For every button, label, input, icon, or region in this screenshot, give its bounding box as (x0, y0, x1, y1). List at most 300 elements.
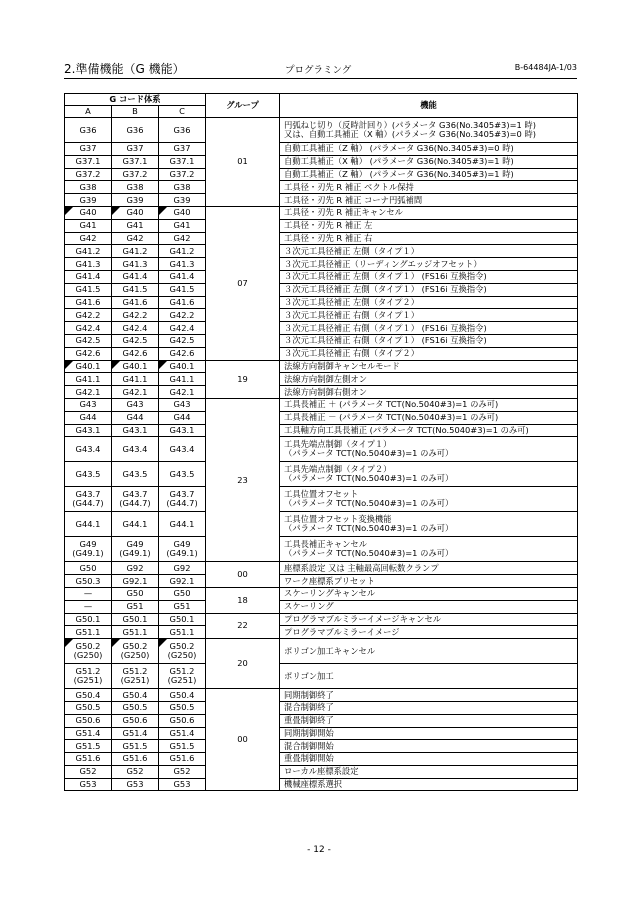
code-b-cell (112, 613, 159, 626)
code-system-header: G コード体系 (65, 94, 206, 106)
code-b-cell (112, 562, 159, 575)
function-cell-text: ３次元工具径補正 右側（タイプ１） (284, 309, 419, 320)
table-row (65, 360, 578, 373)
g-code-table (64, 93, 578, 791)
function-cell (280, 309, 578, 322)
group-cell (206, 689, 280, 791)
code-a-cell-text: G41.6 (75, 296, 101, 307)
code-a-cell-text: G49 (79, 539, 97, 550)
code-c-cell (159, 437, 206, 462)
code-c-cell (159, 664, 206, 689)
code-b-cell-text: G44 (126, 412, 144, 423)
code-a-cell (65, 537, 112, 562)
table-row (65, 537, 578, 562)
page-number: - 12 - (307, 845, 331, 855)
group-cell-text: 01 (237, 156, 248, 167)
code-a-cell-text: G52 (79, 766, 97, 777)
function-cell-text: （パラメータ TCT(No.5040#3)=1 のみ可） (284, 548, 454, 559)
function-cell (280, 664, 578, 689)
code-c-cell (159, 562, 206, 575)
code-c-cell-text: G42.2 (169, 309, 195, 320)
code-b-cell-text: G92 (126, 562, 144, 573)
code-c-cell-text: G51.5 (169, 740, 195, 751)
default-mark-icon (112, 361, 120, 369)
code-c-cell (159, 613, 206, 626)
code-a-cell (65, 778, 112, 791)
code-b-cell-text: G51.1 (122, 626, 148, 637)
code-a-cell-text: G39 (79, 194, 97, 205)
function-cell (280, 283, 578, 296)
code-c-cell (159, 386, 206, 399)
code-a-cell (65, 270, 112, 283)
code-a-cell (65, 181, 112, 194)
function-cell (280, 740, 578, 753)
code-a-cell (65, 740, 112, 753)
code-c-cell (159, 740, 206, 753)
table-row (65, 168, 578, 181)
group-cell-text: 19 (237, 373, 248, 384)
code-b-cell-text: G43 (126, 399, 144, 410)
function-cell-text: （パラメータ TCT(No.5040#3)=1 のみ可） (284, 473, 454, 484)
code-a-cell-text: G51.2 (75, 666, 101, 677)
code-c-cell (159, 765, 206, 778)
default-mark-icon (159, 639, 167, 647)
function-cell (280, 613, 578, 626)
code-a-cell-text: G41.5 (75, 284, 101, 295)
code-a-cell (65, 118, 112, 143)
code-c-cell (159, 411, 206, 424)
table-row (65, 714, 578, 727)
group-cell (206, 613, 280, 639)
page-header (64, 58, 577, 79)
table-row (65, 206, 578, 219)
code-b-cell-text: G37.1 (122, 156, 148, 167)
code-b-cell-text: G51.4 (122, 727, 148, 738)
code-b-cell-text: G50.5 (122, 702, 148, 713)
code-c-cell (159, 360, 206, 373)
code-a-cell (65, 347, 112, 360)
function-cell-text: 同期制御開始 (284, 727, 334, 738)
code-c-cell-text: (G49.1) (166, 548, 198, 559)
code-b-cell-text: G36 (126, 124, 144, 135)
code-b-cell (112, 181, 159, 194)
code-a-cell-text: G50 (79, 562, 97, 573)
function-cell-text: 工具長補正キャンセル (284, 539, 367, 550)
function-cell-text: 工具位置オフセット (284, 489, 359, 500)
code-a-cell (65, 613, 112, 626)
code-c-cell (159, 487, 206, 512)
code-a-cell (65, 206, 112, 219)
function-cell (280, 143, 578, 156)
table-row (65, 219, 578, 232)
code-b-cell (112, 283, 159, 296)
table-row (65, 689, 578, 702)
code-a-cell-text: G53 (79, 779, 97, 790)
code-b-cell (112, 194, 159, 207)
function-cell (280, 424, 578, 437)
code-c-cell (159, 245, 206, 258)
function-cell-text: 重畳制御終了 (284, 715, 334, 726)
table-row (65, 600, 578, 613)
code-a-cell (65, 386, 112, 399)
code-a-cell-text: G50.3 (75, 575, 101, 586)
function-cell-text: 同期制御終了 (284, 689, 334, 700)
code-b-cell (112, 219, 159, 232)
default-mark-icon (112, 639, 120, 647)
function-cell (280, 714, 578, 727)
code-a-cell (65, 143, 112, 156)
code-a-cell-text: G50.2 (75, 641, 101, 652)
code-b-cell (112, 689, 159, 702)
code-b-cell-text: G51.5 (122, 740, 148, 751)
code-a-cell (65, 437, 112, 462)
table-row (65, 512, 578, 537)
table-row (65, 626, 578, 639)
function-cell-text: 法線方向制御左側オン (284, 373, 367, 384)
code-c-cell-text: G40 (173, 207, 191, 218)
code-b-cell-text: G41.4 (122, 271, 148, 282)
table-row (65, 411, 578, 424)
code-b-cell-text: G42.4 (122, 322, 148, 333)
code-c-cell (159, 283, 206, 296)
function-cell (280, 373, 578, 386)
code-c-cell-text: G51.4 (169, 727, 195, 738)
column-b-header: B (112, 106, 159, 118)
code-a-cell (65, 424, 112, 437)
code-b-cell-text: G42.1 (122, 386, 148, 397)
code-c-cell-text: G50.5 (169, 702, 195, 713)
code-a-cell-text: G50.4 (75, 689, 101, 700)
code-a-cell-text: (G250) (73, 650, 103, 661)
code-a-cell (65, 727, 112, 740)
code-c-cell (159, 258, 206, 271)
function-cell-text: ３次元工具径補正 左側（タイプ１） (284, 245, 419, 256)
table-row (65, 258, 578, 271)
function-cell (280, 168, 578, 181)
code-a-cell-text: (G44.7) (72, 498, 104, 509)
code-b-cell-text: G38 (126, 181, 144, 192)
function-cell-text: スケーリングキャンセル (284, 588, 376, 599)
code-b-cell-text: G50.2 (122, 641, 148, 652)
code-a-cell (65, 309, 112, 322)
code-a-cell-text: G40.1 (75, 360, 101, 371)
code-b-cell (112, 309, 159, 322)
code-b-cell-text: G41 (126, 220, 144, 231)
code-c-cell (159, 398, 206, 411)
code-b-cell-text: (G250) (120, 650, 150, 661)
function-cell (280, 727, 578, 740)
code-c-cell-text: G42.4 (169, 322, 195, 333)
code-c-cell (159, 206, 206, 219)
table-row (65, 727, 578, 740)
table-row (65, 613, 578, 626)
table-row (65, 664, 578, 689)
code-c-cell (159, 118, 206, 143)
function-cell-text: 工具位置オフセット変換機能 (284, 514, 392, 525)
code-b-cell-text: G40.1 (122, 360, 148, 371)
function-cell (280, 206, 578, 219)
table-row (65, 639, 578, 664)
code-a-cell (65, 626, 112, 639)
function-cell (280, 462, 578, 487)
code-a-cell (65, 701, 112, 714)
group-cell-text: 00 (237, 569, 248, 580)
code-b-cell (112, 626, 159, 639)
code-b-cell-text: G50.1 (122, 613, 148, 624)
function-cell (280, 587, 578, 600)
function-cell (280, 360, 578, 373)
code-a-cell-text: G42 (79, 232, 97, 243)
code-c-cell (159, 143, 206, 156)
code-c-cell (159, 462, 206, 487)
section-title: 2.準備機能（G 機能） (64, 62, 185, 76)
code-c-cell (159, 575, 206, 588)
code-c-cell-text: G92.1 (169, 575, 195, 586)
code-a-cell-text: G51.6 (75, 753, 101, 764)
function-cell (280, 347, 578, 360)
code-c-cell (159, 334, 206, 347)
function-cell-text: ３次元工具径補正 左側（タイプ２） (284, 296, 419, 307)
function-cell (280, 626, 578, 639)
group-cell-text: 00 (237, 734, 248, 745)
code-b-cell-text: G40 (126, 207, 144, 218)
code-c-cell-text: G53 (173, 779, 191, 790)
code-a-cell-text: G38 (79, 181, 97, 192)
code-b-cell (112, 347, 159, 360)
code-a-cell-text: G41.1 (75, 373, 101, 384)
code-b-cell-text: G51.2 (122, 666, 148, 677)
function-cell-text: 工具径・刃先 R 補正 右 (284, 232, 373, 243)
function-cell-text: 重畳制御開始 (284, 753, 334, 764)
code-b-cell (112, 411, 159, 424)
code-c-cell-text: G50 (173, 588, 191, 599)
code-c-cell (159, 714, 206, 727)
column-c-header: C (159, 106, 206, 118)
code-a-cell (65, 512, 112, 537)
code-a-cell-text: G36 (79, 124, 97, 135)
code-b-cell-text: (G251) (120, 675, 150, 686)
table-row (65, 232, 578, 245)
code-c-cell-text: G43.4 (169, 443, 195, 454)
code-c-cell (159, 701, 206, 714)
function-cell (280, 398, 578, 411)
function-cell-text: 座標系設定 又は 主軸最高回転数クランプ (284, 562, 439, 573)
function-cell (280, 386, 578, 399)
code-c-cell (159, 232, 206, 245)
table-row (65, 587, 578, 600)
code-b-cell-text: G41.1 (122, 373, 148, 384)
code-a-cell (65, 168, 112, 181)
function-cell-text: 工具長補正 － (パラメータ TCT(No.5040#3)=1 のみ可) (284, 412, 499, 423)
code-a-cell (65, 575, 112, 588)
code-b-cell (112, 424, 159, 437)
function-cell-text: 工具径・刃先 R 補正 ベクトル保持 (284, 181, 414, 192)
code-c-cell (159, 322, 206, 335)
code-c-cell-text: G43.1 (169, 424, 195, 435)
code-a-cell-text: G50.1 (75, 613, 101, 624)
code-b-cell (112, 360, 159, 373)
function-cell-text: スケーリング (284, 601, 334, 612)
code-c-cell-text: (G44.7) (166, 498, 198, 509)
code-c-cell (159, 155, 206, 168)
table-row (65, 424, 578, 437)
table-row (65, 296, 578, 309)
code-a-cell-text: G41.3 (75, 258, 101, 269)
code-a-cell-text: G43.4 (75, 443, 101, 454)
table-row (65, 373, 578, 386)
function-cell (280, 258, 578, 271)
code-c-cell (159, 512, 206, 537)
default-mark-icon (159, 207, 167, 215)
function-cell (280, 778, 578, 791)
function-cell (280, 600, 578, 613)
table-row (65, 398, 578, 411)
code-b-cell (112, 537, 159, 562)
code-b-cell (112, 487, 159, 512)
table-row (65, 765, 578, 778)
code-a-cell (65, 487, 112, 512)
code-c-cell (159, 219, 206, 232)
default-mark-icon (112, 207, 120, 215)
function-cell (280, 181, 578, 194)
code-a-cell (65, 664, 112, 689)
code-a-cell-text: G42.5 (75, 335, 101, 346)
code-c-cell-text: (G251) (167, 675, 197, 686)
function-cell-text: ３次元工具径補正 左側（タイプ１） (FS16i 互換指令) (284, 284, 487, 295)
default-mark-icon (159, 361, 167, 369)
code-b-cell (112, 701, 159, 714)
code-b-cell (112, 512, 159, 537)
code-c-cell (159, 753, 206, 766)
code-a-cell-text: G41.2 (75, 245, 101, 256)
code-b-cell-text: (G49.1) (119, 548, 151, 559)
code-c-cell-text: G43.7 (169, 489, 195, 500)
code-b-cell-text: G49 (126, 539, 144, 550)
code-a-cell (65, 398, 112, 411)
code-a-cell-text: G41.4 (75, 271, 101, 282)
table-row (65, 155, 578, 168)
center-title: プログラミング (285, 65, 352, 76)
code-a-cell (65, 219, 112, 232)
code-a-cell (65, 753, 112, 766)
function-cell (280, 701, 578, 714)
table-row (65, 386, 578, 399)
code-b-cell-text: G52 (126, 766, 144, 777)
code-b-cell-text: G42.5 (122, 335, 148, 346)
code-c-cell-text: G37.1 (169, 156, 195, 167)
function-cell (280, 562, 578, 575)
code-c-cell-text: G50.2 (169, 641, 195, 652)
code-c-cell (159, 424, 206, 437)
table-row (65, 487, 578, 512)
function-cell-text: ポリゴン加工キャンセル (284, 645, 376, 656)
function-cell (280, 537, 578, 562)
code-c-cell-text: G36 (173, 124, 191, 135)
code-c-cell-text: G41.1 (169, 373, 195, 384)
code-b-cell (112, 258, 159, 271)
group-cell-text: 23 (237, 474, 248, 485)
function-cell-text: 混合制御開始 (284, 740, 334, 751)
function-cell-text: 法線方向制御キャンセルモード (284, 360, 400, 371)
code-c-cell-text: G40.1 (169, 360, 195, 371)
function-cell (280, 639, 578, 664)
table-row (65, 437, 578, 462)
function-cell-text: 工具長補正 ＋ (パラメータ TCT(No.5040#3)=1 のみ可) (284, 399, 499, 410)
code-a-cell-text: G51.4 (75, 727, 101, 738)
code-a-cell-text: G43.5 (75, 468, 101, 479)
group-cell (206, 587, 280, 613)
code-a-cell-text: (G251) (73, 675, 103, 686)
function-cell-text: ３次元工具径補正 右側（タイプ２） (284, 348, 419, 359)
code-a-cell-text: G50.5 (75, 702, 101, 713)
group-header: グループ (206, 94, 280, 118)
code-a-cell-text: G37.2 (75, 168, 101, 179)
function-cell-text: 工具軸方向工具長補正 (パラメータ TCT(No.5040#3)=1 のみ可) (284, 424, 529, 435)
function-cell (280, 689, 578, 702)
code-c-cell (159, 778, 206, 791)
code-b-cell (112, 373, 159, 386)
group-cell (206, 206, 280, 360)
code-c-cell-text: G44.1 (169, 518, 195, 529)
code-c-cell (159, 309, 206, 322)
function-cell-text: 工具径・刃先 R 補正 左 (284, 220, 373, 231)
code-b-cell-text: G50.6 (122, 715, 148, 726)
group-cell (206, 360, 280, 398)
code-b-cell (112, 727, 159, 740)
code-c-cell-text: G50.4 (169, 689, 195, 700)
function-cell-text: 自動工具補正（Z 軸） (パラメータ G36(No.3405#3)=1 時) (284, 168, 514, 179)
code-c-cell (159, 537, 206, 562)
code-c-cell-text: G49 (173, 539, 191, 550)
function-cell (280, 487, 578, 512)
code-b-cell (112, 232, 159, 245)
code-a-cell-text: G44 (79, 412, 97, 423)
code-b-cell-text: G51.6 (122, 753, 148, 764)
code-b-cell (112, 206, 159, 219)
code-a-cell (65, 232, 112, 245)
code-b-cell-text: G43.1 (122, 424, 148, 435)
function-cell (280, 512, 578, 537)
function-cell (280, 753, 578, 766)
function-cell (280, 411, 578, 424)
code-b-cell (112, 664, 159, 689)
table-row (65, 194, 578, 207)
function-cell (280, 194, 578, 207)
group-cell (206, 639, 280, 689)
code-b-cell-text: G53 (126, 779, 144, 790)
code-a-cell (65, 462, 112, 487)
group-cell (206, 562, 280, 588)
group-cell-text: 22 (237, 620, 248, 631)
code-a-cell (65, 765, 112, 778)
code-a-cell-text: G43.1 (75, 424, 101, 435)
code-a-cell-text: — (83, 588, 93, 599)
function-cell-text: 工具径・刃先 R 補正キャンセル (284, 207, 403, 218)
document-number: B-64484JA-1/03 (514, 63, 577, 72)
code-a-cell-text: G51.1 (75, 626, 101, 637)
table-row (65, 309, 578, 322)
code-b-cell-text: G50.4 (122, 689, 148, 700)
code-b-cell (112, 334, 159, 347)
code-c-cell-text: G37.2 (169, 168, 195, 179)
code-c-cell-text: G41 (173, 220, 191, 231)
table-row (65, 462, 578, 487)
function-cell-text: ３次元工具径補正 右側（タイプ１） (FS16i 互換指令) (284, 322, 487, 333)
code-b-cell (112, 778, 159, 791)
function-cell (280, 322, 578, 335)
table-row (65, 778, 578, 791)
code-c-cell (159, 727, 206, 740)
